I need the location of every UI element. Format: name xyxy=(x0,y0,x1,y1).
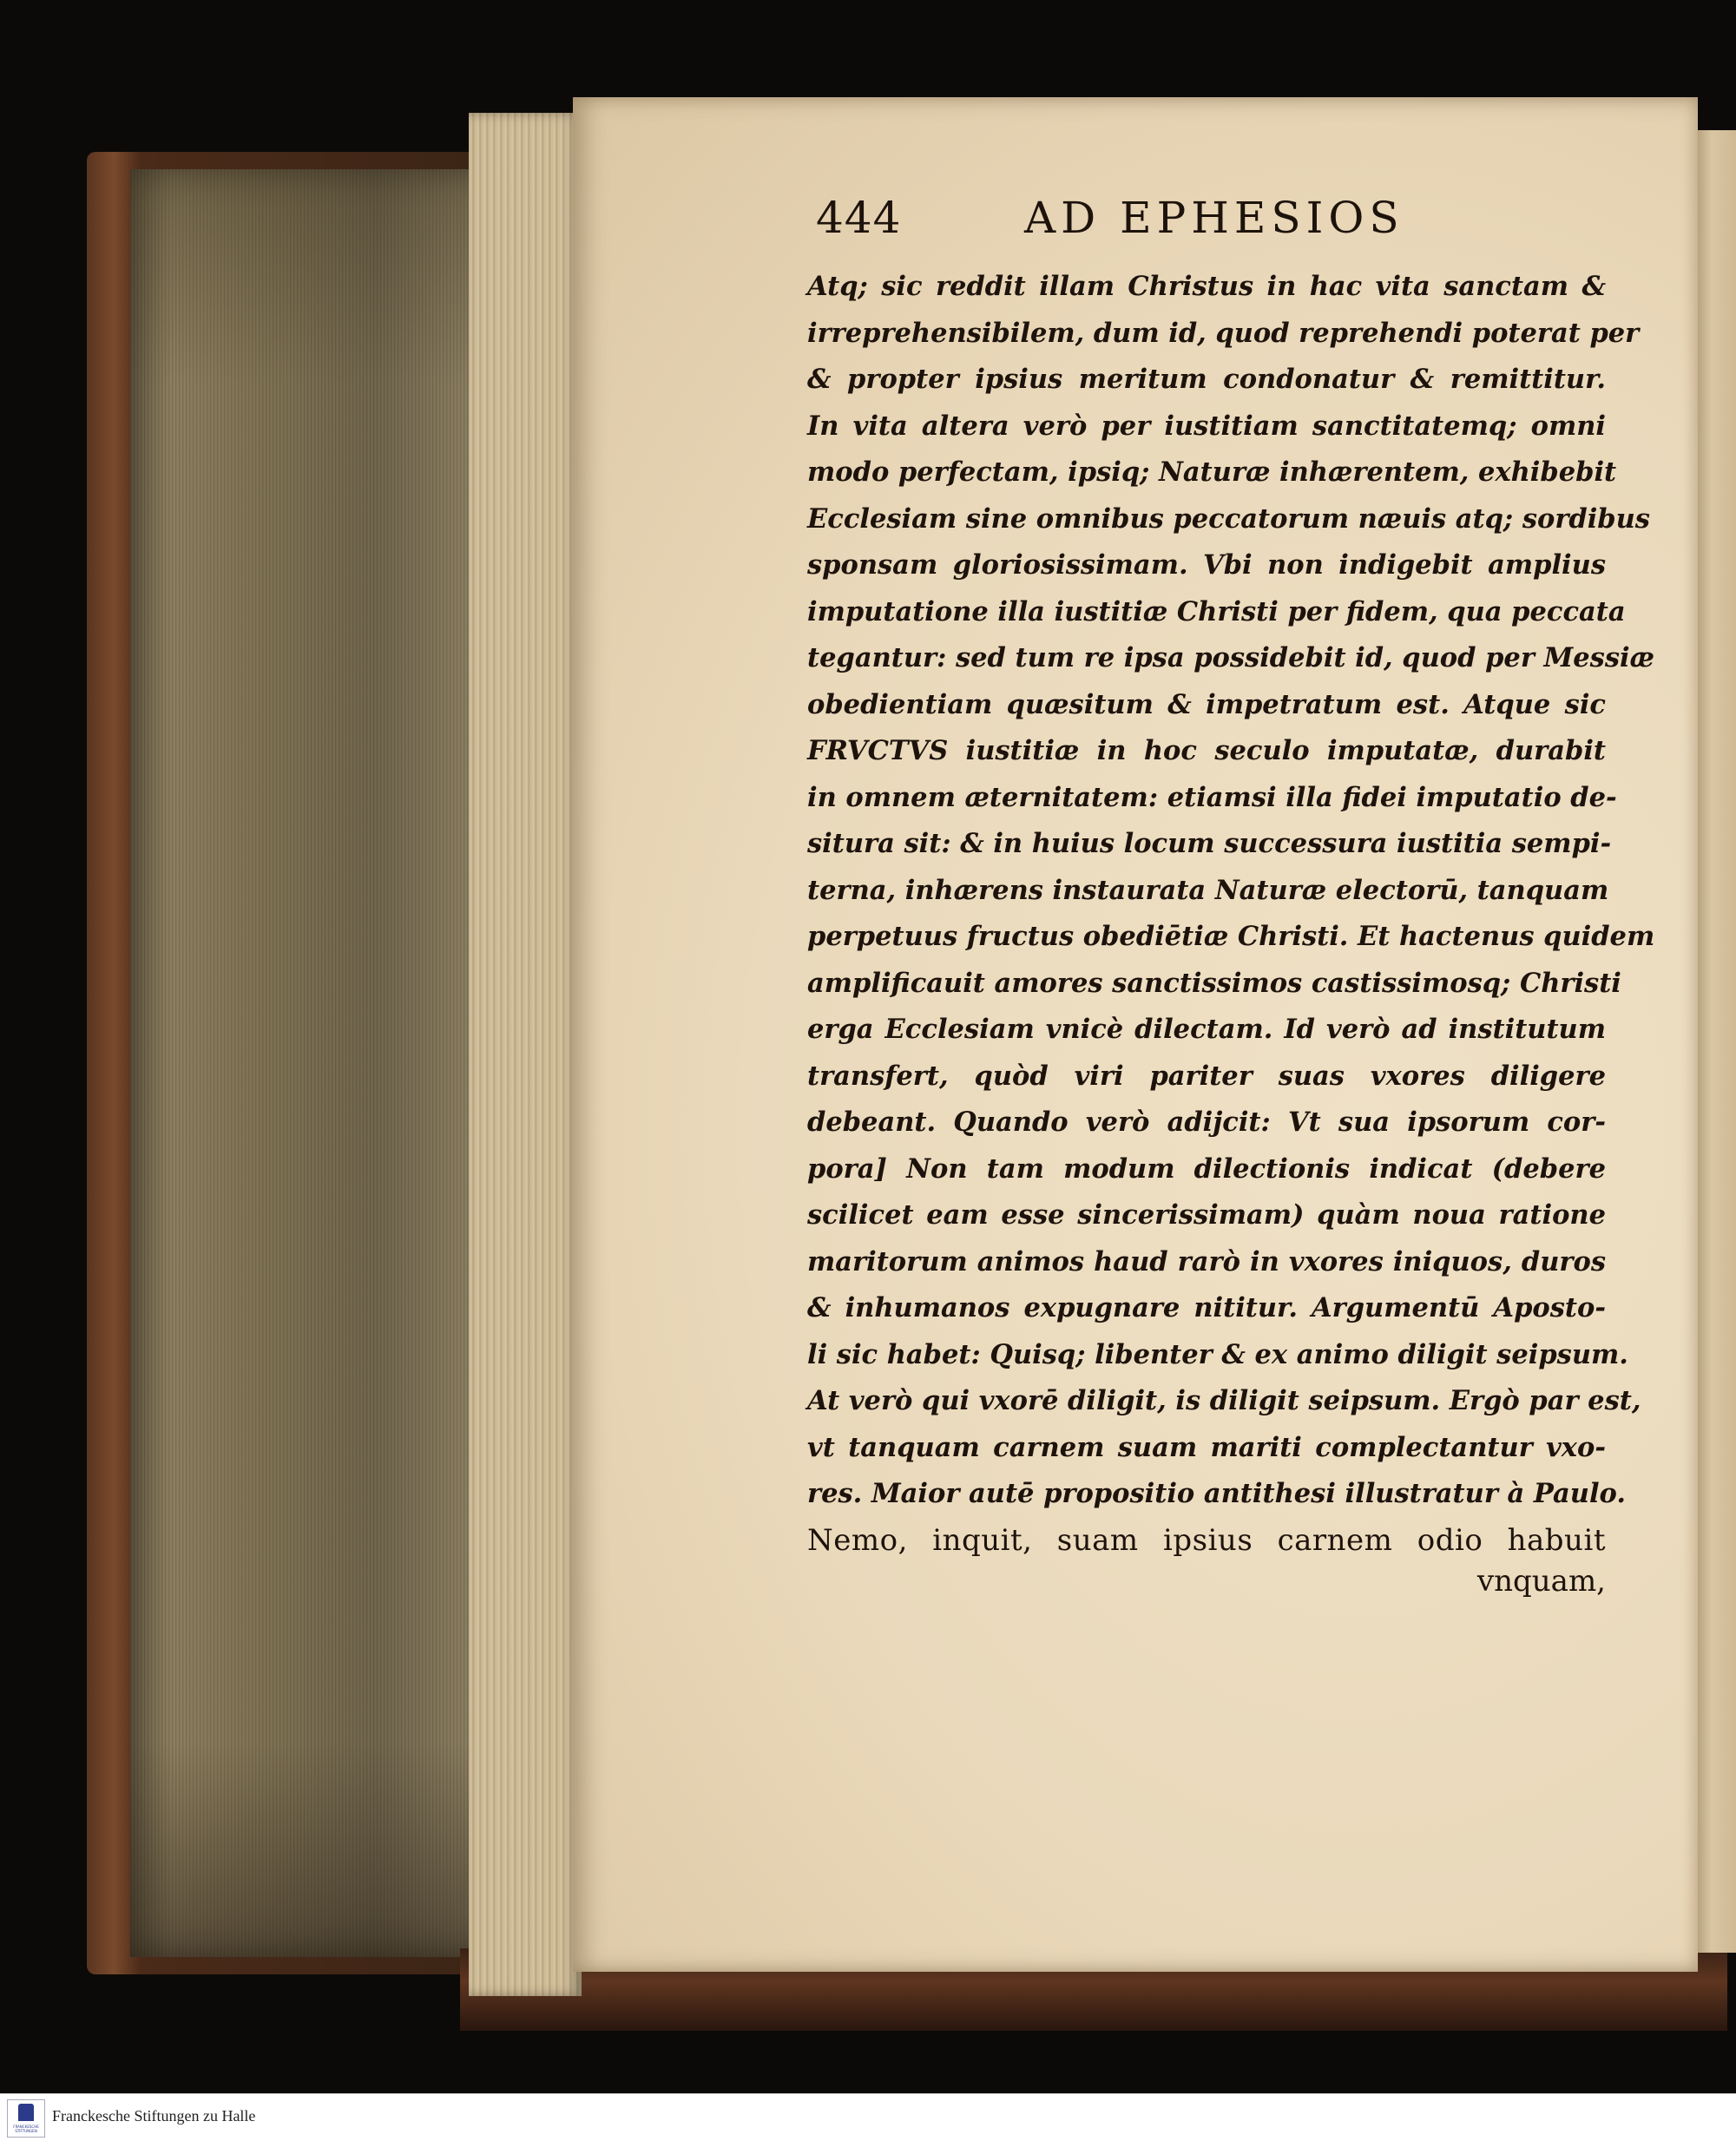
text-line: debeant. Quando verò adijcit: Vt sua ipsorum cor- xyxy=(807,1107,1606,1138)
text-line: transfert, quòd viri pariter suas vxores diligere xyxy=(807,1060,1606,1092)
text-line: & propter ipsius meritum condonatur & remittitur. xyxy=(807,364,1606,395)
text-line: At verò qui vxorē diligit, is diligit seipsum. Ergò par est, xyxy=(807,1385,1641,1416)
page-number: 444 xyxy=(816,193,902,243)
text-line: obedientiam quæsitum & impetratum est. Atque sic xyxy=(807,688,1606,720)
text-line: Nemo, inquit, suam ipsius carnem odio habuit xyxy=(807,1522,1606,1558)
text-line: imputatione illa iustitiæ Christi per fidem, qua peccata xyxy=(807,595,1626,627)
text-line: vt tanquam carnem suam mariti complectantur vxo- xyxy=(807,1431,1606,1463)
text-line: res. Maior autē propositio antithesi illustratur à Paulo. xyxy=(807,1478,1626,1509)
text-line: modo perfectam, ipsiq; Naturæ inhærentem, exhibebit xyxy=(807,456,1617,488)
text-line: li sic habet: Quisq; libenter & ex animo diligit seipsum. xyxy=(807,1338,1628,1370)
text-line: Atq; sic reddit illam Christus in hac vita sanctam & xyxy=(807,271,1606,302)
logo-text: FRANCKESCHE STIFTUNGEN xyxy=(13,2125,39,2133)
text-line: scilicet eam esse sincerissimam) quàm noua ratione xyxy=(807,1199,1606,1231)
text-line: & inhumanos expugnare nititur. Argumentū Aposto- xyxy=(807,1292,1606,1323)
page-stack xyxy=(469,113,582,1996)
running-head: AD EPHESIOS xyxy=(1024,193,1404,243)
footer-bar xyxy=(0,2093,1736,2141)
text-line: FRVCTVS iustitiæ in hoc seculo imputatæ, durabit xyxy=(807,735,1606,766)
text-line: irreprehensibilem, dum id, quod reprehendi poterat per xyxy=(807,317,1640,349)
text-line: In vita altera verò per iustitiam sanctitatemq; omni xyxy=(807,410,1606,442)
text-line: tegantur: sed tum re ipsa possidebit id, quod per Messiæ xyxy=(807,642,1655,673)
text-line: sponsam gloriosissimam. Vbi non indigebit amplius xyxy=(807,549,1606,581)
text-line: pora] Non tam modum dilectionis indicat (debere xyxy=(807,1153,1606,1185)
text-line: terna, inhærens instaurata Naturæ electorū, tanquam xyxy=(807,874,1609,906)
body-text xyxy=(807,264,1655,1611)
catchword-row xyxy=(807,1564,1606,1611)
text-line: maritorum animos haud rarò in vxores iniquos, duros xyxy=(807,1245,1606,1277)
text-line: amplificauit amores sanctissimos castissimosq; Christi xyxy=(807,967,1621,999)
text-line: perpetuus fructus obediētiæ Christi. Et hactenus quidem xyxy=(807,921,1655,952)
text-line: Ecclesiam sine omnibus peccatorum næuis atq; sordibus xyxy=(807,502,1650,535)
text-line: erga Ecclesiam vnicè dilectam. Id verò ad institutum xyxy=(807,1014,1606,1045)
page-header xyxy=(816,193,1597,253)
orphanage-icon xyxy=(18,2104,34,2121)
institution-logo[interactable] xyxy=(7,2099,45,2138)
text-line: in omnem æternitatem: etiamsi illa fidei imputatio de- xyxy=(807,781,1617,813)
book-page xyxy=(573,97,1698,1972)
text-line: situra sit: & in huius locum successura iustitia sempi- xyxy=(807,828,1612,859)
institution-name: Franckesche Stiftungen zu Halle xyxy=(52,2107,256,2125)
catchword: vnquam, xyxy=(1476,1564,1606,1599)
